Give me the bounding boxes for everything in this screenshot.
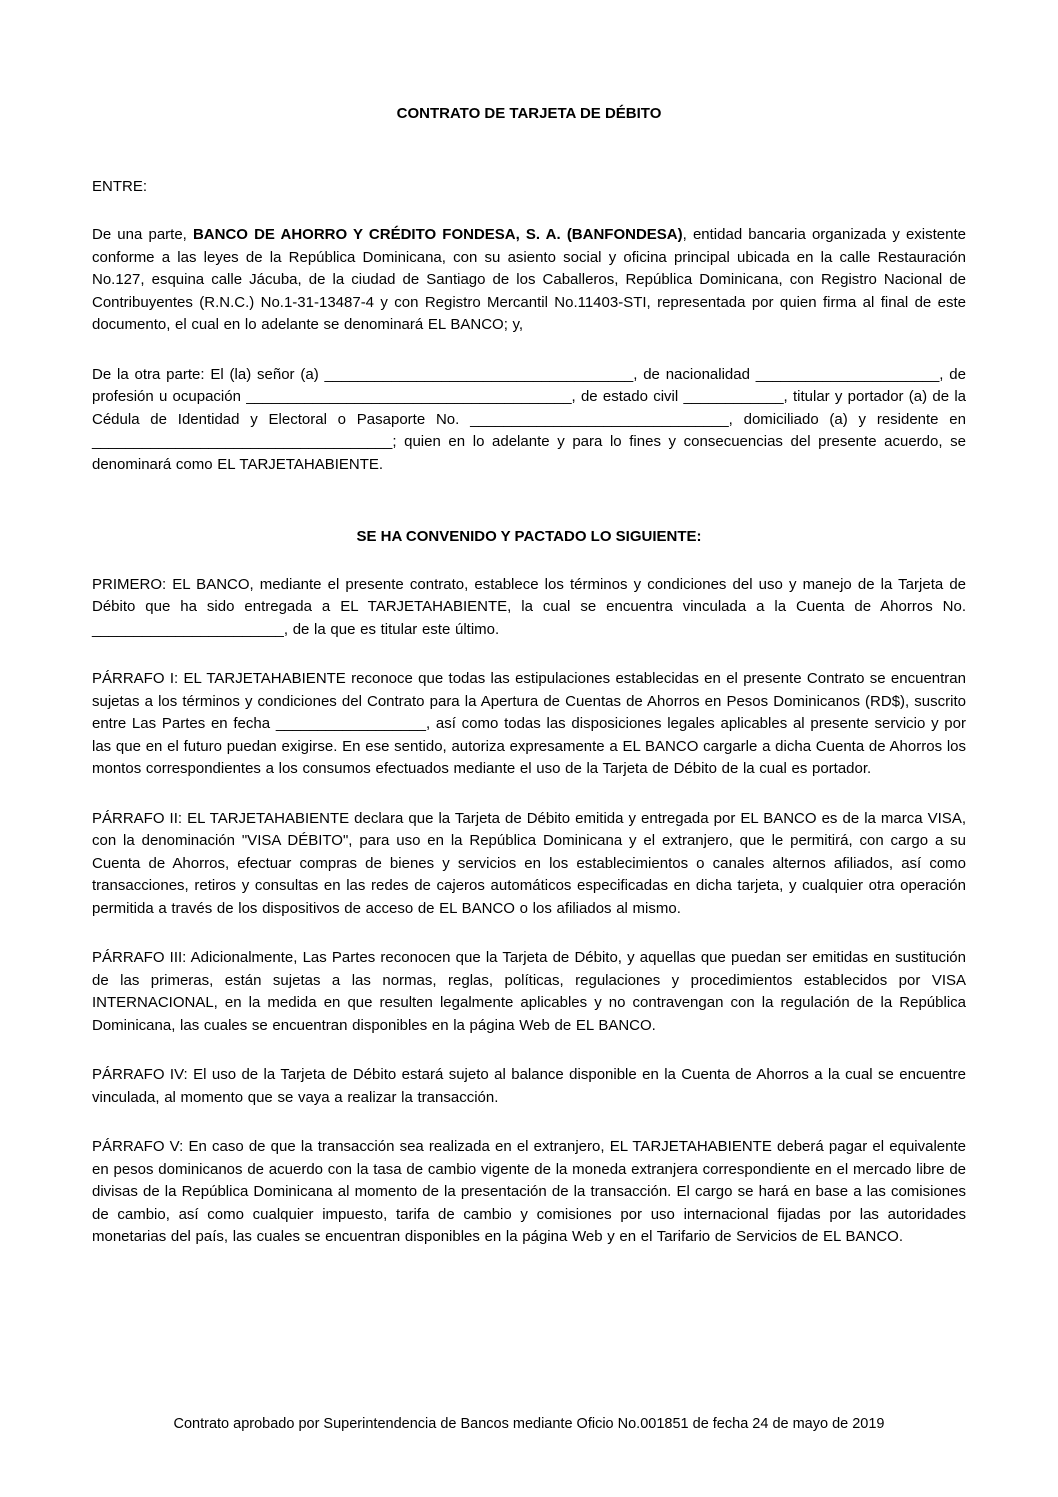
bank-party-paragraph bbox=[92, 224, 966, 337]
cardholder-party-paragraph: De la otra parte: El (la) señor (a) _____________________________________, de nacionalidad ______________________, de profesión u ocupación _______________________________________, de estado civil ____________, titular y portador (a) de la Cédula de Identidad y Electoral o Pasaporte No. _______________________________, domiciliado (a) y residente en ____________________________________; quien en lo adelante y para lo fines y consecuencias del presente acuerdo, se denominará como EL TARJETAHABIENTE. bbox=[92, 365, 966, 473]
document-title: CONTRATO DE TARJETA DE DÉBITO bbox=[396, 105, 662, 122]
agreement-heading: SE HA CONVENIDO Y PACTADO LO SIGUIENTE: bbox=[356, 528, 702, 545]
entre-label: ENTRE: bbox=[92, 177, 148, 195]
clause-parrafo-iii: PÁRRAFO III: Adicionalmente, Las Partes reconocen que la Tarjeta de Débito, y aquellas que puedan ser emitidas en sustitución de las primeras, están sujetas a las normas, reglas, políticas, regulaciones y procedimientos establecidos por VISA INTERNACIONAL, en la medida en que resulten legalmente aplicables y no contravengan con la regulación de la República Dominicana, las cuales se encuentran disponibles en la página Web de EL BANCO. bbox=[92, 949, 966, 1034]
bank-party-prefix: De una parte, bbox=[92, 226, 193, 243]
clause-parrafo-i: PÁRRAFO I: EL TARJETAHABIENTE reconoce que todas las estipulaciones establecidas en el presente Contrato se encuentran sujetas a los términos y condiciones del Contrato para la Apertura de Cuentas de Ahorros en Pesos Dominicanos (RD$), suscrito entre Las Partes en fecha __________________, así como todas las disposiciones legales aplicables al presente servicio y por las que en el futuro puedan exigirse. En ese sentido, autoriza expresamente a EL BANCO cargarle a dicha Cuenta de Ahorros los montos correspondientes a los consumos efectuados mediante el uso de la Tarjeta de Débito de la cual es portador. bbox=[92, 670, 966, 777]
clause-primero: PRIMERO: EL BANCO, mediante el presente contrato, establece los términos y condiciones del uso y manejo de la Tarjeta de Débito que ha sido entregada a EL TARJETAHABIENTE, la cual se encuentra vinculada a la Cuenta de Ahorros No. _______________________, de la que es titular este último. bbox=[92, 575, 966, 638]
footer-approval-note: Contrato aprobado por Superintendencia de Bancos mediante Oficio No.001851 de fecha 24 de mayo de 2019 bbox=[173, 1416, 885, 1432]
bank-party-rest: , entidad bancaria organizada y existente conforme a las leyes de la República Dominicana, con su asiento social y oficina principal ubicada en la calle Restauración No.127, esquina calle Jácuba, de la ciudad de Santiago de los Caballeros, República Dominicana, con Registro Nacional de Contribuyentes (R.N.C.) No.1-31-13487-4 y con Registro Mercantil No.11403-STI, representada por quien firma al final de este documento, el cual en lo adelante se denominará EL BANCO; y, bbox=[92, 226, 966, 333]
clause-parrafo-ii: PÁRRAFO II: EL TARJETAHABIENTE declara que la Tarjeta de Débito emitida y entregada por EL BANCO es de la marca VISA, con la denominación "VISA DÉBITO", para uso en la República Dominicana y el extranjero, que le permitirá, con cargo a su Cuenta de Ahorros, efectuar compras de bienes y servicios en los establecimientos o canales alternos afiliados, así como transacciones, retiros y consultas en las redes de cajeros automáticos especificadas en dicha tarjeta, y cualquier otra operación permitida a través de los dispositivos de acceso de EL BANCO o los afiliados al mismo. bbox=[92, 809, 966, 917]
bank-name: BANCO DE AHORRO Y CRÉDITO FONDESA, S. A. (BANFONDESA) bbox=[192, 226, 683, 243]
clause-parrafo-v: PÁRRAFO V: En caso de que la transacción sea realizada en el extranjero, EL TARJETAHABIENTE deberá pagar el equivalente en pesos dominicanos de acuerdo con la tasa de cambio vigente de la moneda extranjera correspondiente en el mercado libre de divisas de la República Dominicana al momento de la presentación de la transacción. El cargo se hará en base a las comisiones de cambio, así como cualquier impuesto, tarifa de cambio y comisiones por uso internacional fijadas por las autoridades monetarias del país, las cuales se encuentran disponibles en la página Web y en el Tarifario de Servicios de EL BANCO. bbox=[92, 1138, 966, 1245]
clause-parrafo-iv: PÁRRAFO IV: El uso de la Tarjeta de Débito estará sujeto al balance disponible en la Cuenta de Ahorros a la cual se encuentre vinculada, al momento que se vaya a realizar la transacción. bbox=[92, 1066, 966, 1106]
